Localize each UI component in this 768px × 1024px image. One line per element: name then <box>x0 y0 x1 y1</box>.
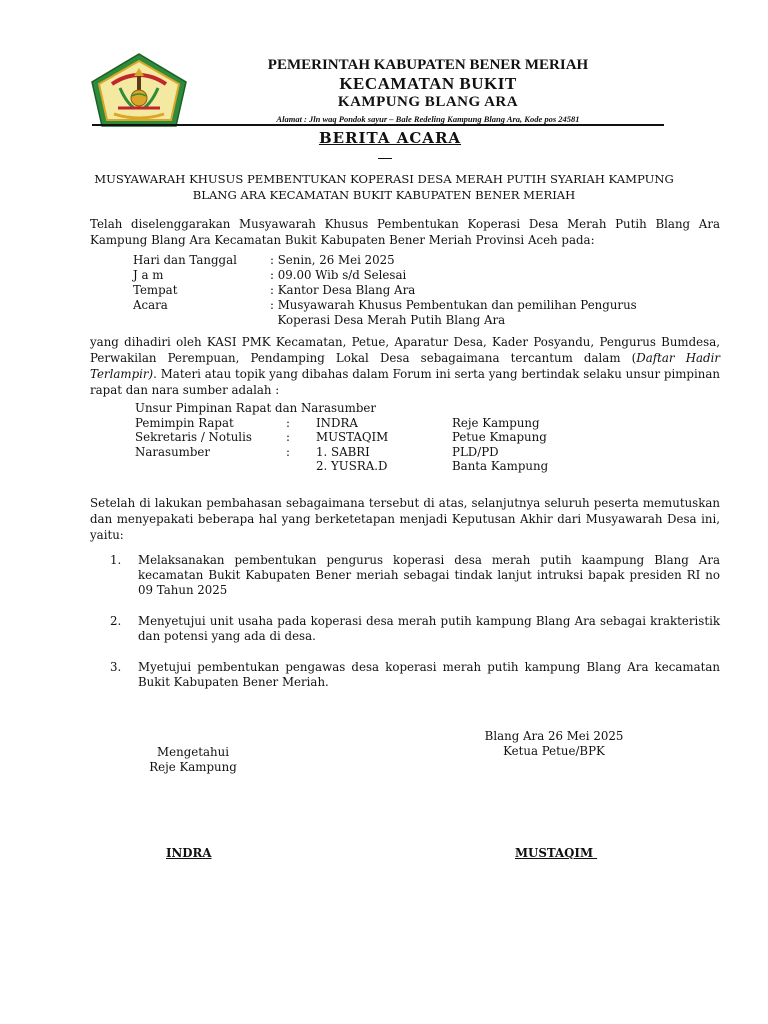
leader-name: MUSTAQIM <box>316 430 389 444</box>
letterhead-line-2: KECAMATAN BUKIT <box>339 74 517 93</box>
leader-position: Reje Kampung <box>452 415 540 430</box>
leaders-heading: Unsur Pimpinan Rapat dan Narasumber <box>135 401 377 415</box>
leader-role: Pemimpin Rapat <box>135 415 234 430</box>
document-subtitle: MUSYAWARAH KHUSUS PEMBENTUKAN KOPERASI DESA MERAH PUTIH SYARIAH KAMPUNG BLANG ARA KECAMATAN BUKIT KABUPATEN BENER MERIAH <box>94 172 674 202</box>
leader-position: Banta Kampung <box>452 459 549 473</box>
list-item-number: 1. <box>110 553 122 567</box>
list-item-text: Myetujui pembentukan pengawas desa koperasi merah putih kampung Blang Ara kecamatan Bukit Kabupaten Bener Meriah. <box>138 660 720 689</box>
leader-role: Sekretaris / Notulis <box>135 430 252 444</box>
attendance-text-italic: Daftar Hadir Terlampir) <box>90 351 720 381</box>
agenda-row <box>133 268 637 283</box>
letterhead-line-3: KAMPUNG BLANG ARA <box>337 94 519 110</box>
agenda-value-line-1: : Musyawarah Khusus Pembentukan dan pemilihan Pengurus <box>270 298 637 312</box>
leader-separator: : <box>286 430 290 444</box>
letterhead-line-1: PEMERINTAH KABUPATEN BENER MERIAH <box>267 57 589 73</box>
agenda-label: J a m <box>133 268 164 282</box>
agenda-value: : 09.00 Wib s/d Selesai <box>270 268 407 282</box>
letterhead-address: Alamat : Jln waq Pondok sayur – Bale Redeling Kampung Blang Ara, Kode pos 24581 <box>276 114 580 124</box>
attendance-text-after: . Materi atau topik yang dibahas dalam Forum ini serta yang bertindak selaku unsur pimpinan rapat dan nara sumber adalah : <box>90 367 720 397</box>
leader-position: Petue Kmapung <box>452 430 547 444</box>
decision-list <box>110 553 720 706</box>
signature-left-title-2: Reje Kampung <box>149 760 237 774</box>
intro-paragraph: Telah diselenggarakan Musyawarah Khusus Pembentukan Koperasi Desa Merah Putih Blang Ara Kampung Blang Ara Kecamatan Bukit Kabupaten Bener Meriah Provinsi Aceh pada: <box>90 217 720 247</box>
agenda-row <box>133 298 637 328</box>
signatory-name-left: INDRA <box>166 846 212 860</box>
signature-right-block <box>478 729 630 759</box>
agenda-row <box>133 283 637 298</box>
regency-crest-icon <box>90 52 188 128</box>
leader-position: PLD/PD <box>452 444 499 459</box>
agenda-value: : Kantor Desa Blang Ara <box>270 283 416 297</box>
agenda-label: Tempat <box>133 283 178 297</box>
agenda-value-line-2: Koperasi Desa Merah Putih Blang Ara <box>270 313 506 327</box>
signature-left-block <box>138 745 248 775</box>
agenda-value: : Senin, 26 Mei 2025 <box>270 253 395 267</box>
list-item-number: 3. <box>110 660 122 674</box>
attendance-text-before: yang dihadiri oleh KASI PMK Kecamatan, Petue, Aparatur Desa, Kader Posyandu, Pengurus Bumdesa, Perwakilan Perempuan, Pendamping Lokal Desa sebagaimana tercantum dalam ( <box>90 335 720 365</box>
document-title-wrap <box>0 128 768 147</box>
agenda-row <box>133 253 637 268</box>
list-item-text: Melaksanakan pembentukan pengurus koperasi desa merah putih kaampung Blang Ara kecamatan Bukit Kabupaten Bener meriah sebagai tindak lanjut intruksi bapak presiden RI no 09 Tahun 2025 <box>138 553 720 597</box>
list-item-number: 2. <box>110 614 122 628</box>
agenda-label: Hari dan Tanggal <box>133 253 237 267</box>
leader-separator: : <box>286 444 290 459</box>
decision-intro-paragraph: Setelah di lakukan pembahasan sebagaimana tersebut di atas, selanjutnya seluruh peserta memutuskan dan menyepakati beberapa hal yang berketetapan menjadi Keputusan Akhir dari Musyawarah Desa ini, yaitu: <box>90 496 720 542</box>
leader-separator: : <box>286 415 290 430</box>
list-item-text: Menyetujui unit usaha pada koperasi desa merah putih kampung Blang Ara sebagai krakteristik dan potensi yang ada di desa. <box>138 614 720 643</box>
attendance-paragraph <box>90 334 720 398</box>
signature-left-title-1: Mengetahui <box>157 745 229 759</box>
agenda-table <box>133 253 637 328</box>
list-item <box>110 660 720 690</box>
leader-role: Narasumber <box>135 444 211 459</box>
agenda-label: Acara <box>133 298 168 312</box>
list-item <box>110 553 720 598</box>
leader-name: 2. YUSRA.D <box>316 459 388 473</box>
signature-right-title: Ketua Petue/BPK <box>503 744 605 758</box>
title-underline-mark <box>378 158 392 159</box>
agenda-value <box>270 298 637 328</box>
letterhead-divider <box>92 124 664 126</box>
leader-name: 1. SABRI <box>316 444 370 459</box>
leader-name: INDRA <box>316 415 358 430</box>
letterhead <box>190 56 666 125</box>
document-title: BERITA ACARA <box>318 129 462 147</box>
signature-place-date: Blang Ara 26 Mei 2025 <box>484 729 624 743</box>
list-item <box>110 614 720 644</box>
signatory-name-right: MUSTAQIM <box>515 846 598 860</box>
